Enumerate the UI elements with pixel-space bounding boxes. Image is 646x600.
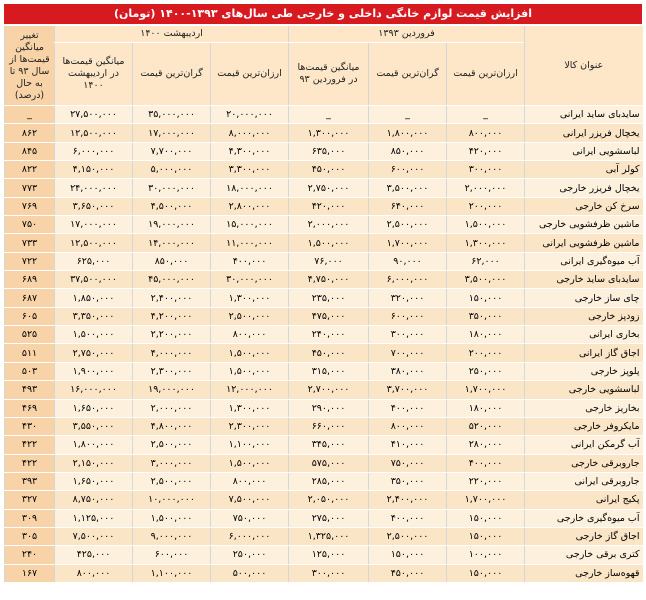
cell-max-93: ۳۲۰,۰۰۰: [369, 289, 447, 307]
cell-min-1400: ۴۰۰,۰۰۰: [211, 252, 289, 270]
cell-change-percent: ۳۰۹: [5, 509, 55, 527]
cell-change-percent: ۵۱۱: [5, 344, 55, 362]
cell-max-1400: ۶۰۰,۰۰۰: [133, 546, 211, 564]
cell-item-name: کولر آبی: [525, 161, 643, 179]
cell-min-1400: ۴,۳۰۰,۰۰۰: [211, 142, 289, 160]
cell-change-percent: ۴۲۲: [5, 454, 55, 472]
table-row: [5, 564, 643, 582]
cell-item-name: یخچال فریزر خارجی: [525, 179, 643, 197]
cell-max-93: ۷۵۰,۰۰۰: [369, 454, 447, 472]
cell-min-1400: ۷,۵۰۰,۰۰۰: [211, 491, 289, 509]
cell-max-93: ۴۱۰,۰۰۰: [369, 436, 447, 454]
cell-max-93: ۳۰۰,۰۰۰: [369, 326, 447, 344]
cell-max-1400: ۷,۷۰۰,۰۰۰: [133, 142, 211, 160]
cell-avg-1400: ۴,۱۵۰,۰۰۰: [55, 161, 133, 179]
header-avg-1400: میانگین قیمت‌ها در اردیبهشت ۱۴۰۰: [55, 43, 133, 106]
cell-min-93: ۱۵۰,۰۰۰: [447, 509, 525, 527]
cell-max-93: ۸۰۰,۰۰۰: [369, 417, 447, 435]
cell-min-1400: ۱,۵۰۰,۰۰۰: [211, 454, 289, 472]
table-row: [5, 491, 643, 509]
cell-min-93: ۲۲۰,۰۰۰: [447, 472, 525, 490]
cell-change-percent: ۵۰۳: [5, 362, 55, 380]
cell-min-93: ۱,۵۰۰,۰۰۰: [447, 216, 525, 234]
cell-max-93: ۳۸۰,۰۰۰: [369, 362, 447, 380]
cell-min-1400: ۳,۳۰۰,۰۰۰: [211, 161, 289, 179]
header-min-1400: ارزان‌ترین قیمت: [211, 43, 289, 106]
cell-max-1400: ۳۵,۰۰۰,۰۰۰: [133, 106, 211, 124]
cell-avg-1400: ۳,۶۵۰,۰۰۰: [55, 197, 133, 215]
cell-item-name: لباسشویی خارجی: [525, 381, 643, 399]
cell-min-1400: ۱,۳۰۰,۰۰۰: [211, 289, 289, 307]
cell-min-1400: ۱,۵۰۰,۰۰۰: [211, 362, 289, 380]
cell-min-93: ۲۰۰,۰۰۰: [447, 344, 525, 362]
cell-item-name: آب میوه‌گیری خارجی: [525, 509, 643, 527]
cell-change-percent: ۱۶۷: [5, 564, 55, 582]
cell-min-1400: ۸,۰۰۰,۰۰۰: [211, 124, 289, 142]
price-table: [4, 26, 643, 583]
cell-max-1400: ۴۵,۰۰۰,۰۰۰: [133, 271, 211, 289]
table-row: [5, 289, 643, 307]
cell-avg-93: ۶۶۰,۰۰۰: [289, 417, 369, 435]
cell-max-1400: ۴,۵۰۰,۰۰۰: [133, 197, 211, 215]
header-group-93: فروردین ۱۳۹۳: [289, 26, 525, 43]
table-row: [5, 271, 643, 289]
cell-min-93: ۳۵۰,۰۰۰: [447, 307, 525, 325]
table-row: [5, 234, 643, 252]
cell-item-name: لباسشویی ایرانی: [525, 142, 643, 160]
cell-item-name: پکیج ایرانی: [525, 491, 643, 509]
cell-max-1400: ۲,۴۰۰,۰۰۰: [133, 289, 211, 307]
header-item: عنوان کالا: [525, 26, 643, 106]
cell-min-93: ۲۸۰,۰۰۰: [447, 436, 525, 454]
cell-item-name: کتری برقی خارجی: [525, 546, 643, 564]
cell-avg-1400: ۳,۵۵۰,۰۰۰: [55, 417, 133, 435]
cell-item-name: سایدبای ساید ایرانی: [525, 106, 643, 124]
cell-change-percent: ۵۲۵: [5, 326, 55, 344]
cell-min-93: ۱۸۰,۰۰۰: [447, 326, 525, 344]
cell-min-1400: ۸۰۰,۰۰۰: [211, 326, 289, 344]
cell-max-1400: ۲,۳۰۰,۰۰۰: [133, 362, 211, 380]
table-row: [5, 417, 643, 435]
cell-avg-1400: ۲۷,۵۰۰,۰۰۰: [55, 106, 133, 124]
cell-max-93: ۴۵۰,۰۰۰: [369, 564, 447, 582]
cell-max-93: ۶۴۰,۰۰۰: [369, 197, 447, 215]
table-row: [5, 472, 643, 490]
cell-change-percent: ۸۶۲: [5, 124, 55, 142]
cell-avg-1400: ۱,۱۲۵,۰۰۰: [55, 509, 133, 527]
cell-max-1400: ۱۰,۰۰۰,۰۰۰: [133, 491, 211, 509]
cell-max-93: _: [369, 106, 447, 124]
cell-avg-93: ۳۴۵,۰۰۰: [289, 436, 369, 454]
header-change: تغییر میانگین قیمت‌ها از سال ۹۳ تا به حال (درصد): [5, 26, 55, 106]
cell-item-name: سرخ کن خارجی: [525, 197, 643, 215]
cell-max-1400: ۲,۰۰۰,۰۰۰: [133, 399, 211, 417]
cell-change-percent: ۸۲۲: [5, 161, 55, 179]
table-row: [5, 216, 643, 234]
cell-avg-1400: ۱,۸۰۰,۰۰۰: [55, 436, 133, 454]
cell-item-name: آب گرمکن ایرانی: [525, 436, 643, 454]
cell-max-1400: ۲,۵۰۰,۰۰۰: [133, 436, 211, 454]
cell-max-1400: ۸۵۰,۰۰۰: [133, 252, 211, 270]
cell-item-name: ماشین ظرفشویی خارجی: [525, 216, 643, 234]
table-row: [5, 161, 643, 179]
table-row: [5, 399, 643, 417]
cell-avg-93: ۳۱۵,۰۰۰: [289, 362, 369, 380]
cell-min-93: ۳۰۰,۰۰۰: [447, 161, 525, 179]
cell-change-percent: ۴۶۹: [5, 399, 55, 417]
cell-avg-93: ۵۷۵,۰۰۰: [289, 454, 369, 472]
cell-min-93: ۴۰۰,۰۰۰: [447, 454, 525, 472]
cell-item-name: اجاق گاز خارجی: [525, 527, 643, 545]
cell-min-93: ۱۰۰,۰۰۰: [447, 546, 525, 564]
cell-avg-1400: ۳,۳۵۰,۰۰۰: [55, 307, 133, 325]
cell-item-name: آب میوه‌گیری ایرانی: [525, 252, 643, 270]
cell-change-percent: ۷۲۲: [5, 252, 55, 270]
cell-min-1400: ۱۵,۰۰۰,۰۰۰: [211, 216, 289, 234]
cell-max-1400: ۴,۰۰۰,۰۰۰: [133, 344, 211, 362]
cell-min-93: ۵۲۰,۰۰۰: [447, 417, 525, 435]
cell-change-percent: ۷۵۰: [5, 216, 55, 234]
cell-min-1400: ۱۱,۰۰۰,۰۰۰: [211, 234, 289, 252]
cell-max-93: ۴۰۰,۰۰۰: [369, 399, 447, 417]
cell-min-93: _: [447, 106, 525, 124]
cell-avg-93: ۲۴۰,۰۰۰: [289, 326, 369, 344]
cell-change-percent: ۴۲۲: [5, 436, 55, 454]
cell-avg-1400: ۳۷,۵۰۰,۰۰۰: [55, 271, 133, 289]
header-max-93: گران‌ترین قیمت: [369, 43, 447, 106]
table-row: [5, 527, 643, 545]
cell-min-93: ۲۰۰,۰۰۰: [447, 197, 525, 215]
cell-avg-93: ۷۶,۰۰۰: [289, 252, 369, 270]
cell-avg-93: ۱,۵۰۰,۰۰۰: [289, 234, 369, 252]
cell-max-93: ۲,۵۰۰,۰۰۰: [369, 527, 447, 545]
cell-max-93: ۱۵۰,۰۰۰: [369, 546, 447, 564]
cell-avg-93: ۱۲۵,۰۰۰: [289, 546, 369, 564]
cell-avg-1400: ۱,۶۵۰,۰۰۰: [55, 472, 133, 490]
cell-avg-1400: ۶,۰۰۰,۰۰۰: [55, 142, 133, 160]
cell-avg-1400: ۱۷,۰۰۰,۰۰۰: [55, 216, 133, 234]
cell-avg-93: ۱,۳۲۵,۰۰۰: [289, 527, 369, 545]
cell-min-1400: ۵۰۰,۰۰۰: [211, 564, 289, 582]
table-row: [5, 362, 643, 380]
cell-avg-1400: ۲۴,۰۰۰,۰۰۰: [55, 179, 133, 197]
header-max-1400: گران‌ترین قیمت: [133, 43, 211, 106]
table-row: [5, 142, 643, 160]
cell-max-1400: ۳,۰۰۰,۰۰۰: [133, 454, 211, 472]
cell-min-1400: ۲۰,۰۰۰,۰۰۰: [211, 106, 289, 124]
cell-avg-1400: ۱,۵۰۰,۰۰۰: [55, 326, 133, 344]
cell-item-name: مایکروفر خارجی: [525, 417, 643, 435]
table-row: [5, 252, 643, 270]
table-title: افزایش قیمت لوازم خانگی داخلی و خارجی طی سال‌های ۱۳۹۳-۱۴۰۰ (تومان): [4, 4, 642, 24]
table-row: [5, 179, 643, 197]
cell-max-1400: ۲,۲۰۰,۰۰۰: [133, 326, 211, 344]
table-row: [5, 546, 643, 564]
table-row: [5, 381, 643, 399]
cell-max-93: ۶۰۰,۰۰۰: [369, 307, 447, 325]
cell-max-1400: ۲,۵۰۰,۰۰۰: [133, 472, 211, 490]
cell-change-percent: ۶۸۹: [5, 271, 55, 289]
cell-avg-93: ۱,۳۰۰,۰۰۰: [289, 124, 369, 142]
cell-avg-93: _: [289, 106, 369, 124]
header-group-1400: اردیبهشت ۱۴۰۰: [55, 26, 289, 43]
cell-change-percent: ۷۶۹: [5, 197, 55, 215]
cell-min-93: ۱۵۰,۰۰۰: [447, 289, 525, 307]
cell-item-name: زودپز خارجی: [525, 307, 643, 325]
cell-avg-93: ۲,۷۵۰,۰۰۰: [289, 179, 369, 197]
cell-change-percent: ۶۸۷: [5, 289, 55, 307]
cell-max-1400: ۱۴,۰۰۰,۰۰۰: [133, 234, 211, 252]
cell-avg-93: ۲,۷۰۰,۰۰۰: [289, 381, 369, 399]
cell-min-93: ۱,۷۰۰,۰۰۰: [447, 491, 525, 509]
cell-avg-93: ۴۲۰,۰۰۰: [289, 197, 369, 215]
cell-max-93: ۱,۸۰۰,۰۰۰: [369, 124, 447, 142]
cell-min-1400: ۲,۸۰۰,۰۰۰: [211, 197, 289, 215]
cell-avg-1400: ۸۰۰,۰۰۰: [55, 564, 133, 582]
cell-min-93: ۴۲۰,۰۰۰: [447, 142, 525, 160]
table-row: [5, 454, 643, 472]
cell-min-93: ۶۲,۰۰۰: [447, 252, 525, 270]
cell-min-1400: ۲,۳۰۰,۰۰۰: [211, 417, 289, 435]
table-row: [5, 436, 643, 454]
cell-avg-1400: ۱,۹۰۰,۰۰۰: [55, 362, 133, 380]
cell-min-93: ۱۸۰,۰۰۰: [447, 399, 525, 417]
cell-item-name: بخاری ایرانی: [525, 326, 643, 344]
cell-avg-93: ۴,۷۵۰,۰۰۰: [289, 271, 369, 289]
cell-avg-1400: ۱,۸۵۰,۰۰۰: [55, 289, 133, 307]
cell-max-93: ۶۰۰,۰۰۰: [369, 161, 447, 179]
cell-min-1400: ۲,۵۰۰,۰۰۰: [211, 307, 289, 325]
cell-min-93: ۲۵۰,۰۰۰: [447, 362, 525, 380]
cell-max-1400: ۱,۱۰۰,۰۰۰: [133, 564, 211, 582]
cell-change-percent: ۳۹۳: [5, 472, 55, 490]
cell-change-percent: _: [5, 106, 55, 124]
cell-avg-1400: ۶۲۵,۰۰۰: [55, 252, 133, 270]
cell-item-name: قهوه‌ساز خارجی: [525, 564, 643, 582]
cell-max-93: ۷۰۰,۰۰۰: [369, 344, 447, 362]
cell-item-name: جاروبرقی ایرانی: [525, 472, 643, 490]
cell-min-1400: ۱,۵۰۰,۰۰۰: [211, 344, 289, 362]
cell-change-percent: ۷۷۳: [5, 179, 55, 197]
cell-min-1400: ۸۰۰,۰۰۰: [211, 472, 289, 490]
cell-change-percent: ۷۳۳: [5, 234, 55, 252]
cell-min-93: ۲,۰۰۰,۰۰۰: [447, 179, 525, 197]
cell-change-percent: ۴۳۰: [5, 417, 55, 435]
cell-max-1400: ۵,۰۰۰,۰۰۰: [133, 161, 211, 179]
cell-max-93: ۳۵۰,۰۰۰: [369, 472, 447, 490]
cell-min-1400: ۳۰,۰۰۰,۰۰۰: [211, 271, 289, 289]
cell-min-93: ۳,۵۰۰,۰۰۰: [447, 271, 525, 289]
header-avg-93: میانگین قیمت‌ها در فروردین ۹۳: [289, 43, 369, 106]
table-row: [5, 197, 643, 215]
table-row: [5, 509, 643, 527]
cell-min-1400: ۷۵۰,۰۰۰: [211, 509, 289, 527]
cell-avg-93: ۲,۰۰۰,۰۰۰: [289, 216, 369, 234]
cell-avg-93: ۲۸۵,۰۰۰: [289, 472, 369, 490]
cell-max-93: ۶,۰۰۰,۰۰۰: [369, 271, 447, 289]
cell-change-percent: ۴۹۳: [5, 381, 55, 399]
cell-avg-93: ۴۷۵,۰۰۰: [289, 307, 369, 325]
table-row: [5, 124, 643, 142]
header-min-93: ارزان‌ترین قیمت: [447, 43, 525, 106]
cell-avg-93: ۳۰۰,۰۰۰: [289, 564, 369, 582]
cell-change-percent: ۲۴۰: [5, 546, 55, 564]
cell-max-93: ۲,۴۰۰,۰۰۰: [369, 491, 447, 509]
cell-max-93: ۴۰۰,۰۰۰: [369, 509, 447, 527]
cell-change-percent: ۳۲۷: [5, 491, 55, 509]
cell-item-name: جاروبرقی خارجی: [525, 454, 643, 472]
cell-avg-93: ۴۵۰,۰۰۰: [289, 344, 369, 362]
cell-max-93: ۳,۷۰۰,۰۰۰: [369, 381, 447, 399]
cell-min-93: ۸۰۰,۰۰۰: [447, 124, 525, 142]
cell-min-1400: ۶,۰۰۰,۰۰۰: [211, 527, 289, 545]
cell-max-93: ۳,۵۰۰,۰۰۰: [369, 179, 447, 197]
cell-item-name: یخچال فریزر ایرانی: [525, 124, 643, 142]
cell-max-1400: ۴,۸۰۰,۰۰۰: [133, 417, 211, 435]
cell-item-name: سایدبای ساید خارجی: [525, 271, 643, 289]
cell-avg-1400: ۱۲,۵۰۰,۰۰۰: [55, 234, 133, 252]
cell-max-1400: ۱,۵۰۰,۰۰۰: [133, 509, 211, 527]
cell-max-1400: ۱۹,۰۰۰,۰۰۰: [133, 216, 211, 234]
cell-avg-1400: ۲,۱۵۰,۰۰۰: [55, 454, 133, 472]
cell-max-93: ۹۰,۰۰۰: [369, 252, 447, 270]
cell-max-1400: ۱۷,۰۰۰,۰۰۰: [133, 124, 211, 142]
cell-min-1400: ۲۵۰,۰۰۰: [211, 546, 289, 564]
cell-avg-93: ۶۳۵,۰۰۰: [289, 142, 369, 160]
cell-min-93: ۱,۷۰۰,۰۰۰: [447, 381, 525, 399]
cell-item-name: پلوپز خارجی: [525, 362, 643, 380]
cell-max-1400: ۹,۰۰۰,۰۰۰: [133, 527, 211, 545]
cell-change-percent: ۸۴۵: [5, 142, 55, 160]
table-row: [5, 344, 643, 362]
cell-avg-1400: ۱,۶۵۰,۰۰۰: [55, 399, 133, 417]
cell-avg-93: ۲۳۵,۰۰۰: [289, 289, 369, 307]
cell-avg-93: ۲۷۵,۰۰۰: [289, 509, 369, 527]
cell-avg-1400: ۴۲۵,۰۰۰: [55, 546, 133, 564]
cell-avg-1400: ۱۶,۰۰۰,۰۰۰: [55, 381, 133, 399]
cell-max-1400: ۳۰,۰۰۰,۰۰۰: [133, 179, 211, 197]
cell-item-name: بخاریز خارجی: [525, 399, 643, 417]
cell-max-1400: ۱۹,۰۰۰,۰۰۰: [133, 381, 211, 399]
cell-avg-1400: ۸,۷۵۰,۰۰۰: [55, 491, 133, 509]
table-row: [5, 326, 643, 344]
cell-min-1400: ۱۲,۰۰۰,۰۰۰: [211, 381, 289, 399]
table-row: [5, 307, 643, 325]
cell-change-percent: ۳۰۵: [5, 527, 55, 545]
cell-max-1400: ۴,۲۰۰,۰۰۰: [133, 307, 211, 325]
cell-change-percent: ۶۰۵: [5, 307, 55, 325]
cell-min-1400: ۱,۱۰۰,۰۰۰: [211, 436, 289, 454]
cell-min-93: ۱۵۰,۰۰۰: [447, 564, 525, 582]
cell-max-93: ۱,۷۰۰,۰۰۰: [369, 234, 447, 252]
cell-min-93: ۱۵۰,۰۰۰: [447, 527, 525, 545]
cell-min-93: ۱,۳۰۰,۰۰۰: [447, 234, 525, 252]
table-row: [5, 106, 643, 124]
cell-item-name: اجاق گاز ایرانی: [525, 344, 643, 362]
cell-avg-93: ۴۵۰,۰۰۰: [289, 161, 369, 179]
cell-avg-1400: ۷,۵۰۰,۰۰۰: [55, 527, 133, 545]
cell-avg-1400: ۱۲,۵۰۰,۰۰۰: [55, 124, 133, 142]
cell-min-1400: ۱۸,۰۰۰,۰۰۰: [211, 179, 289, 197]
cell-max-93: ۸۵۰,۰۰۰: [369, 142, 447, 160]
cell-item-name: چای ساز خارجی: [525, 289, 643, 307]
table-body: [5, 106, 643, 583]
cell-avg-93: ۲۹۰,۰۰۰: [289, 399, 369, 417]
cell-item-name: ماشین ظرفشویی ایرانی: [525, 234, 643, 252]
cell-avg-93: ۲,۰۵۰,۰۰۰: [289, 491, 369, 509]
cell-avg-1400: ۲,۷۵۰,۰۰۰: [55, 344, 133, 362]
cell-max-93: ۲,۵۰۰,۰۰۰: [369, 216, 447, 234]
cell-min-1400: ۱,۳۰۰,۰۰۰: [211, 399, 289, 417]
